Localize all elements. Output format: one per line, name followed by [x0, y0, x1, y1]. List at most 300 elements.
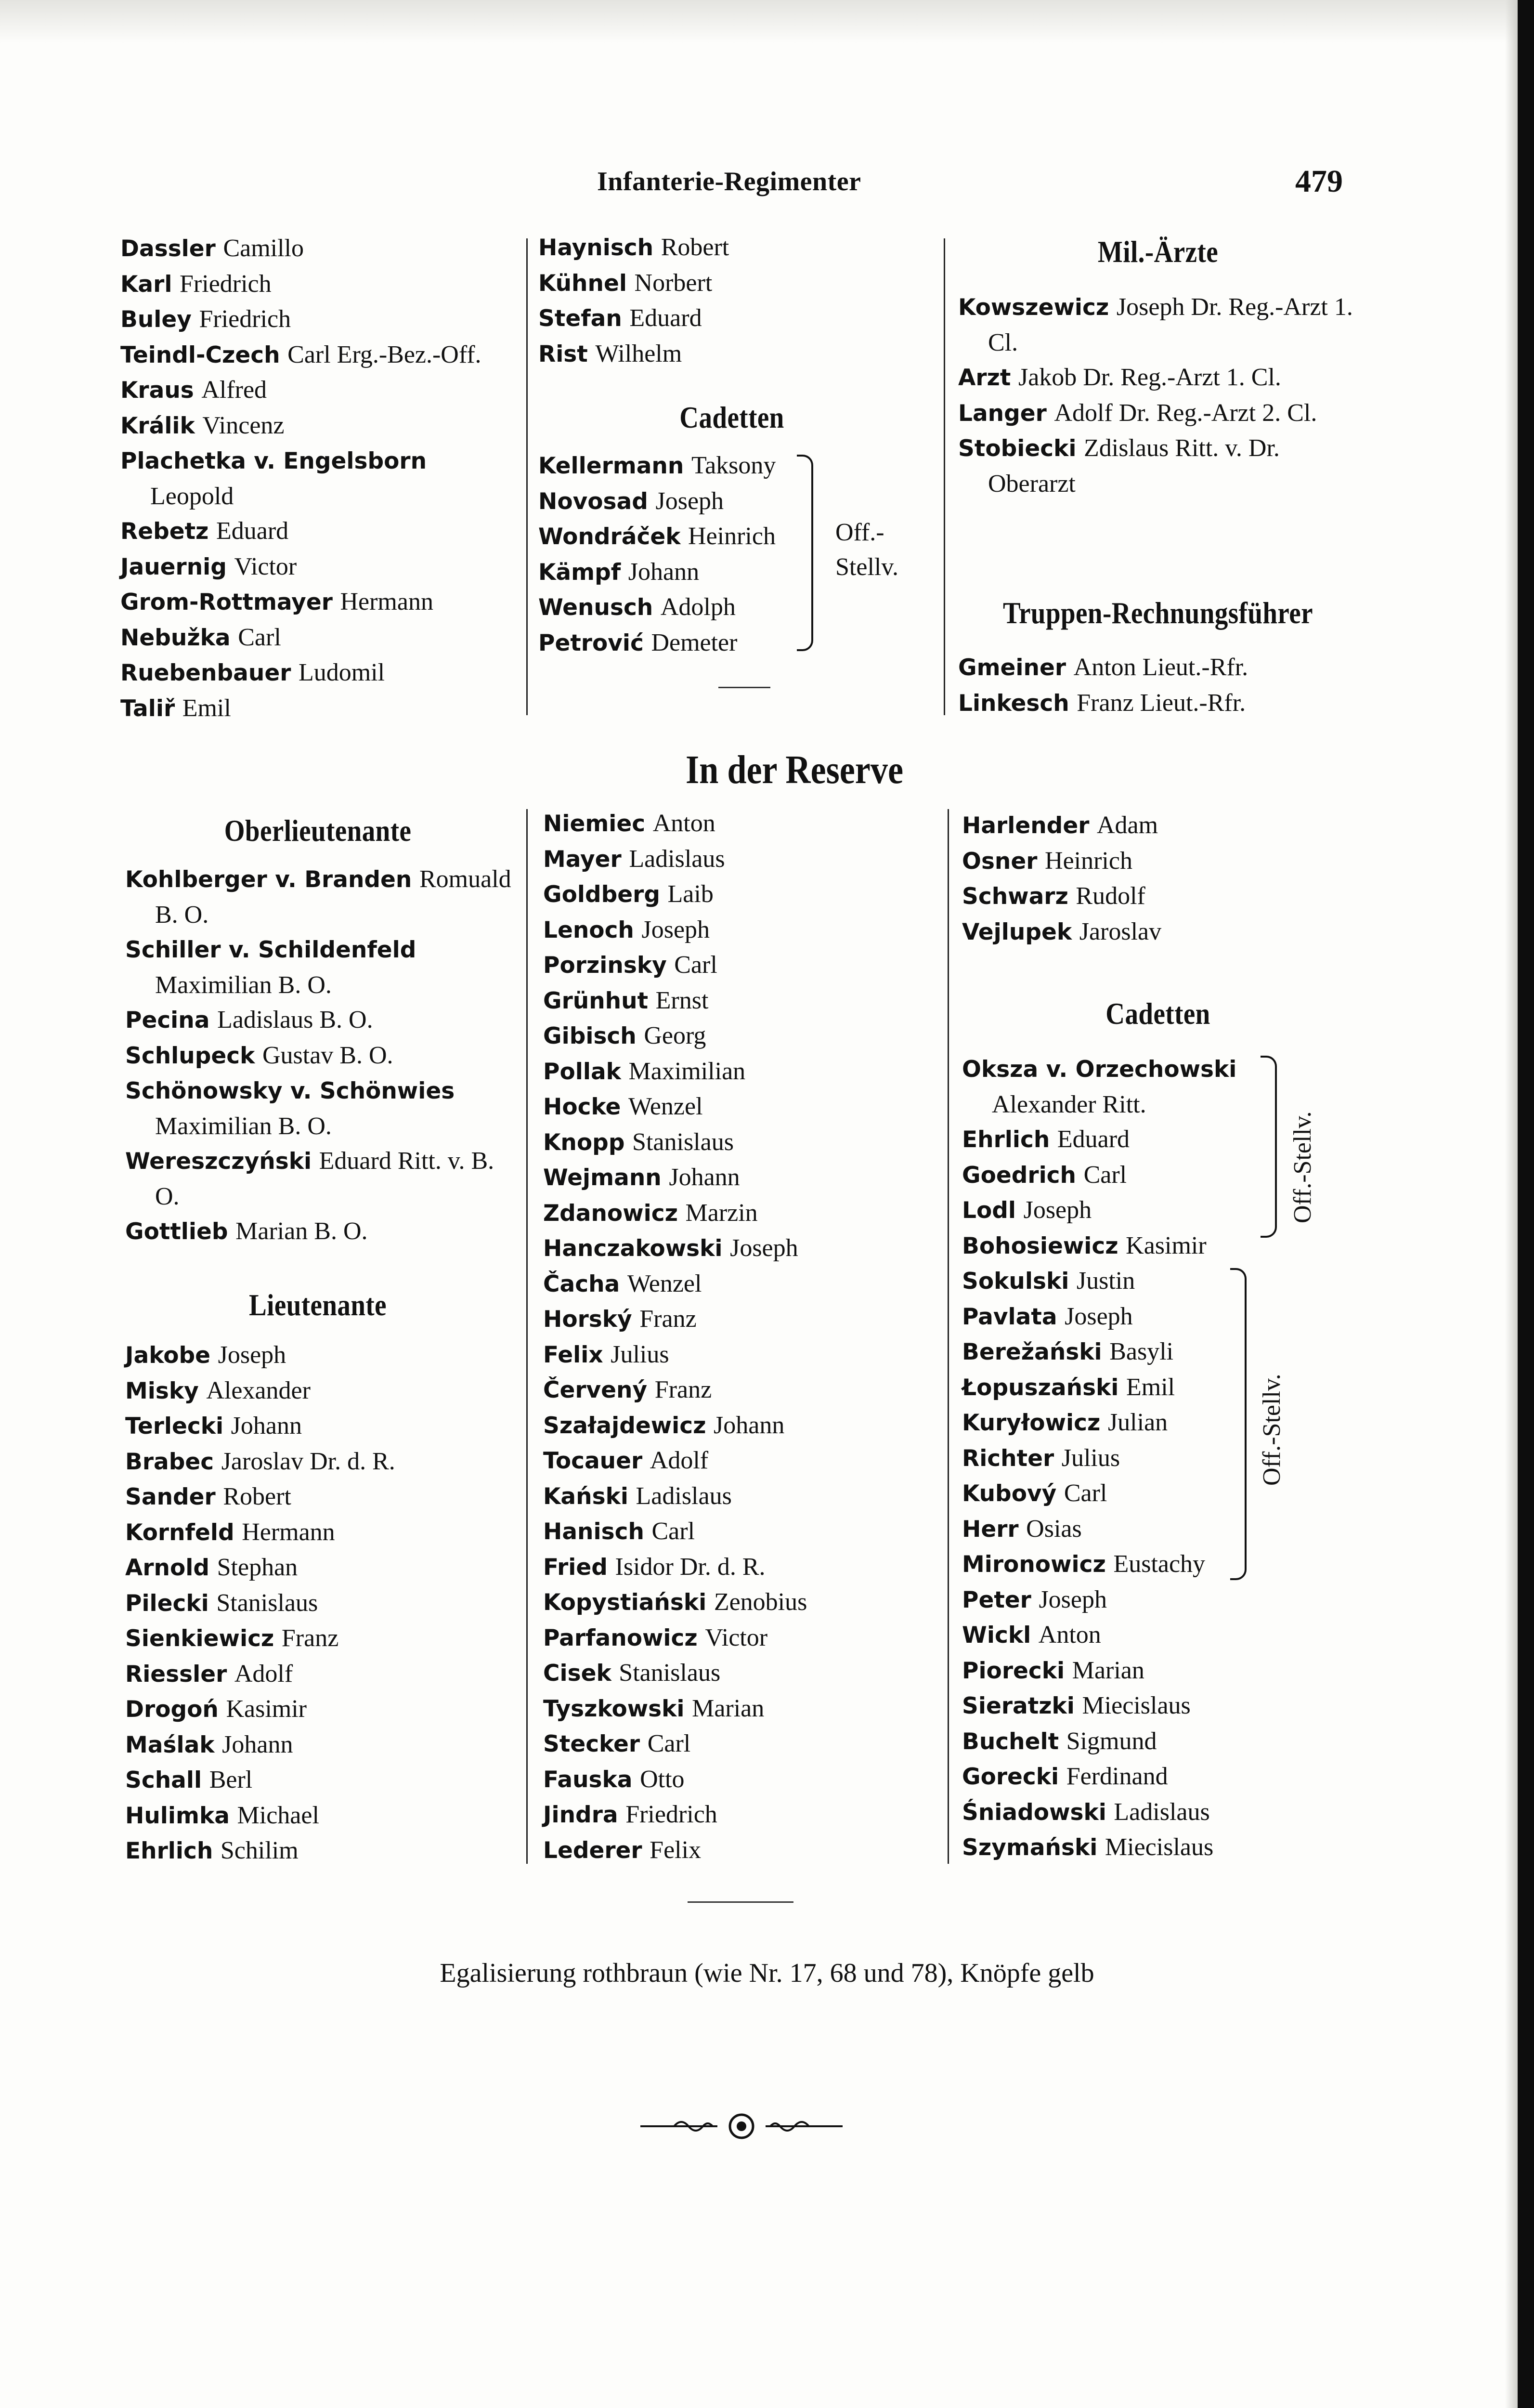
list-item: [543, 1408, 938, 1444]
list-item: [125, 1833, 520, 1869]
column-rule: [948, 809, 949, 1864]
list-item: [538, 230, 933, 266]
surname: Jindra: [543, 1802, 618, 1828]
list-item: [958, 650, 1358, 686]
surname: Rist: [538, 340, 588, 367]
officers-list-top: [120, 231, 515, 726]
given-name: Johann: [628, 558, 700, 586]
given-name: Friedrich: [180, 270, 272, 298]
surname: Novosad: [538, 488, 648, 515]
given-name: Ladislaus: [629, 845, 725, 873]
given-name: Adam: [1096, 811, 1158, 839]
surname: Ehrlich: [125, 1838, 213, 1864]
given-name: Romuald B. O.: [155, 865, 511, 929]
list-item: [543, 1267, 938, 1302]
list-item: [125, 1444, 520, 1480]
bracket-label: Off.-Stellv.: [1289, 1111, 1316, 1223]
surname: Buchelt: [962, 1728, 1059, 1755]
list-item: [120, 620, 515, 656]
surname: Felix: [543, 1341, 603, 1368]
surname: Wickl: [962, 1622, 1031, 1649]
list-item: [543, 1337, 938, 1373]
list-item: [125, 1550, 520, 1586]
surname: Stobiecki: [958, 435, 1077, 462]
surname: Ruebenbauer: [120, 660, 291, 686]
reserve-heading: In der Reserve: [685, 747, 904, 792]
surname: Schlupeck: [125, 1042, 255, 1069]
footer-note: Egalisierung rothbraun (wie Nr. 17, 68 und 78), Knöpfe gelb: [440, 1958, 1094, 1988]
given-name: Norbert: [634, 269, 713, 297]
given-name: Franz: [281, 1624, 339, 1652]
surname: Szałajdewicz: [543, 1412, 706, 1439]
given-name: Joseph Dr. Reg.-Arzt 1. Cl.: [988, 293, 1353, 356]
surname: Wereszczyński: [125, 1148, 312, 1175]
surname: Zdanowicz: [543, 1200, 678, 1227]
given-name: Carl: [647, 1730, 691, 1757]
given-name: Eustachy: [1113, 1550, 1206, 1578]
bracket-label: Off.-Stellv.: [1258, 1374, 1286, 1486]
given-name: Zenobius: [714, 1588, 807, 1616]
list-item: [543, 1514, 938, 1550]
list-item: [543, 1550, 938, 1585]
given-name: Adolf: [650, 1447, 709, 1474]
list-item: [962, 1299, 1261, 1335]
given-name: Adolf Dr. Reg.-Arzt 2. Cl.: [1054, 399, 1317, 427]
list-item: [543, 842, 938, 877]
oberlieutenante-heading: Oberlieutenante: [224, 813, 412, 848]
given-name: Stanislaus: [619, 1659, 721, 1687]
bracket: [797, 455, 813, 651]
given-name: Johann: [669, 1164, 740, 1191]
given-name: Eduard: [216, 517, 289, 545]
surname: Kowszewicz: [958, 294, 1109, 321]
given-name: Carl: [238, 623, 281, 651]
list-item: [962, 1335, 1261, 1370]
given-name: Hermann: [242, 1518, 335, 1546]
given-name: Robert: [661, 234, 729, 261]
list-item: [125, 1214, 520, 1250]
given-name: Franz: [654, 1376, 712, 1403]
list-item: [538, 301, 933, 337]
list-item: [543, 1231, 938, 1267]
list-item: [962, 1229, 1261, 1264]
list-item: [125, 1479, 520, 1515]
given-name: Franz: [639, 1305, 697, 1333]
section-divider: [688, 1901, 793, 1903]
list-item: [543, 1479, 938, 1515]
list-item: [543, 1196, 938, 1231]
surname: Ehrlich: [962, 1126, 1050, 1153]
given-name: Maximilian B. O.: [155, 971, 332, 999]
surname: Langer: [958, 400, 1047, 427]
given-name: Otto: [640, 1765, 685, 1793]
given-name: Ladislaus: [1114, 1798, 1210, 1826]
given-name: Felix: [650, 1836, 702, 1864]
surname: Kellermann: [538, 453, 684, 479]
surname: Vejlupek: [962, 918, 1072, 945]
given-name: Camillo: [223, 235, 304, 262]
surname: Schiller v. Schildenfeld: [125, 937, 416, 963]
mil-aerzte-heading: Mil.-Ärzte: [1097, 235, 1219, 269]
given-name: Joseph: [730, 1234, 798, 1262]
given-name: Ladislaus: [636, 1482, 732, 1510]
list-item: [125, 932, 520, 1003]
surname: Hocke: [543, 1094, 621, 1120]
list-item: [962, 1653, 1261, 1689]
given-name: Anton Lieut.-Rfr.: [1073, 654, 1248, 681]
surname: Riessler: [125, 1661, 227, 1688]
given-name: Adolf: [234, 1660, 293, 1688]
given-name: Stanislaus: [216, 1589, 318, 1617]
list-item: [120, 231, 515, 267]
given-name: Heinrich: [688, 523, 776, 550]
given-name: Jakob Dr. Reg.-Arzt 1. Cl.: [1018, 364, 1281, 391]
list-item: [543, 806, 938, 842]
list-item: [543, 1585, 938, 1621]
list-item: [958, 431, 1358, 501]
given-name: Eduard: [629, 304, 702, 332]
surname: Grünhut: [543, 987, 649, 1014]
surname: Śniadowski: [962, 1799, 1106, 1826]
list-item: [543, 1833, 938, 1869]
list-item: [962, 808, 1357, 844]
list-item: [962, 1193, 1261, 1229]
surname: Łopuszański: [962, 1374, 1119, 1401]
list-item: [125, 1038, 520, 1074]
given-name: Anton: [652, 810, 715, 837]
surname: Červený: [543, 1377, 648, 1403]
list-item: [120, 267, 515, 302]
surname: Haynisch: [538, 235, 654, 261]
surname: Schönowsky v. Schönwies: [125, 1078, 455, 1104]
list-item: [962, 1618, 1261, 1653]
surname: Králik: [120, 412, 195, 439]
list-item: [962, 1264, 1261, 1299]
bracket: [1261, 1056, 1277, 1238]
list-item: [538, 555, 827, 590]
surname: Rebetz: [120, 518, 209, 545]
surname: Harlender: [962, 812, 1090, 839]
running-header: [0, 166, 1534, 205]
cadetten-reserve-heading: Cadetten: [1105, 996, 1210, 1031]
list-item: [962, 1583, 1261, 1618]
list-item: [538, 484, 827, 520]
surname: Petrović: [538, 629, 644, 656]
given-name: Jaroslav Dr. d. R.: [221, 1447, 395, 1475]
list-item: [125, 862, 520, 932]
list-item: [120, 691, 515, 727]
list-item: [120, 338, 515, 373]
surname: Wondráček: [538, 523, 681, 550]
given-name: Victor: [234, 552, 297, 580]
list-item: [543, 1443, 938, 1479]
truppen-rf-list: [958, 650, 1358, 721]
given-name: Friedrich: [625, 1801, 717, 1828]
given-name: Gustav B. O.: [262, 1041, 393, 1069]
page-edge-shadow: [0, 0, 1534, 43]
surname: Wenusch: [538, 594, 653, 621]
surname: Kornfeld: [125, 1519, 234, 1546]
mil-aerzte-list: [958, 290, 1358, 501]
list-item: [962, 1512, 1261, 1547]
given-name: Julius: [1061, 1444, 1120, 1472]
given-name: Isidor Dr. d. R.: [615, 1553, 766, 1581]
given-name: Demeter: [651, 628, 738, 656]
list-item: [538, 448, 827, 484]
given-name: Justin: [1076, 1267, 1135, 1295]
given-name: Julian: [1107, 1409, 1168, 1436]
given-name: Maximilian: [628, 1057, 746, 1085]
list-item: [543, 948, 938, 983]
truppen-rf-heading: Truppen-Rechnungsführer: [1003, 596, 1313, 630]
list-item: [962, 1759, 1261, 1795]
surname: Pilecki: [125, 1590, 209, 1617]
list-item: [962, 879, 1357, 915]
surname: Arzt: [958, 365, 1011, 391]
section-divider: [718, 687, 770, 688]
given-name: Berl: [209, 1766, 253, 1793]
list-item: [125, 1586, 520, 1622]
surname: Kämpf: [538, 559, 621, 586]
given-name: Marian: [1072, 1656, 1144, 1684]
list-item: [125, 1338, 520, 1374]
list-item: [962, 1370, 1261, 1406]
given-name: Alexander: [206, 1376, 311, 1404]
surname: Hanczakowski: [543, 1235, 723, 1262]
list-item: [962, 1158, 1261, 1193]
surname: Dassler: [120, 236, 216, 262]
given-name: Taksony: [691, 452, 776, 479]
list-item: [962, 1052, 1261, 1122]
given-name: Adolph: [660, 593, 736, 621]
surname: Fried: [543, 1554, 608, 1581]
list-item: [125, 1621, 520, 1657]
surname: Pavlata: [962, 1303, 1057, 1330]
surname: Sander: [125, 1484, 216, 1510]
surname: Berežański: [962, 1339, 1102, 1365]
given-name: Kasimir: [226, 1695, 307, 1723]
surname: Schwarz: [962, 883, 1068, 910]
cadetten-heading: Cadetten: [679, 400, 784, 434]
given-name: Vincenz: [202, 411, 285, 439]
surname: Kühnel: [538, 270, 627, 297]
given-name: Carl: [1083, 1161, 1127, 1189]
list-item: [962, 1795, 1261, 1831]
surname: Wejmann: [543, 1165, 662, 1191]
surname: Kohlberger v. Branden: [125, 866, 412, 893]
surname: Niemiec: [543, 811, 646, 837]
given-name: Joseph: [1065, 1302, 1133, 1330]
list-item: [962, 1405, 1261, 1441]
given-name: Basyli: [1109, 1338, 1174, 1365]
list-item: [543, 1691, 938, 1727]
list-item: [125, 1798, 520, 1834]
oberlieutenante-list: [125, 862, 520, 1250]
surname: Knopp: [543, 1129, 625, 1156]
given-name: Franz Lieut.-Rfr.: [1077, 689, 1246, 717]
given-name: Carl: [1064, 1479, 1107, 1507]
list-item: [962, 1441, 1261, 1477]
surname: Jauernig: [120, 553, 227, 580]
surname: Plachetka v. Engelsborn: [120, 448, 427, 474]
surname: Parfanowicz: [543, 1624, 698, 1651]
surname: Lederer: [543, 1837, 642, 1864]
list-item: [543, 1727, 938, 1762]
given-name: Carl Erg.-Bez.-Off.: [287, 340, 481, 368]
list-item: [543, 1656, 938, 1691]
surname: Brabec: [125, 1448, 214, 1475]
list-item: [120, 514, 515, 550]
given-name: Zdislaus Ritt. v. Dr. Oberarzt: [988, 434, 1280, 497]
surname: Bohosiewicz: [962, 1232, 1118, 1259]
list-item: [538, 519, 827, 555]
reserve-list: [543, 806, 938, 1868]
given-name: Ernst: [655, 986, 709, 1014]
surname: Stecker: [543, 1731, 640, 1757]
given-name: Schilim: [220, 1837, 299, 1864]
given-name: Joseph: [218, 1341, 286, 1369]
surname: Terlecki: [125, 1413, 224, 1440]
surname: Pollak: [543, 1058, 621, 1085]
given-name: Emil: [182, 694, 231, 722]
surname: Porzinsky: [543, 952, 667, 979]
surname: Nebužka: [120, 624, 231, 651]
list-item: [543, 1621, 938, 1656]
ornament-icon: [640, 2112, 843, 2141]
given-name: Johann: [714, 1411, 785, 1439]
scan-border: [1518, 0, 1534, 2408]
page-edge-shadow: [1505, 0, 1518, 2408]
list-item: [962, 1724, 1261, 1760]
surname: Gibisch: [543, 1023, 637, 1049]
given-name: Jaroslav: [1079, 917, 1162, 945]
surname: Szymański: [962, 1834, 1098, 1861]
list-item: [125, 1409, 520, 1444]
given-name: Emil: [1126, 1373, 1175, 1401]
list-item: [120, 585, 515, 620]
list-item: [543, 1019, 938, 1054]
given-name: Wilhelm: [595, 340, 682, 367]
surname: Fauska: [543, 1766, 633, 1793]
surname: Maślak: [125, 1731, 215, 1758]
page-number: 479: [1295, 164, 1343, 199]
given-name: Wenzel: [627, 1269, 702, 1297]
surname: Arnold: [125, 1555, 210, 1581]
surname: Karl: [120, 271, 172, 298]
given-name: Carl: [674, 951, 717, 979]
surname: Gorecki: [962, 1764, 1059, 1790]
list-item: [543, 1054, 938, 1090]
surname: Peter: [962, 1586, 1031, 1613]
given-name: Johann: [231, 1412, 302, 1440]
list-item: [543, 1373, 938, 1408]
list-item: [543, 913, 938, 948]
given-name: Robert: [223, 1483, 291, 1510]
given-name: Marzin: [685, 1199, 758, 1227]
list-item: [120, 655, 515, 691]
given-name: Osias: [1026, 1515, 1082, 1543]
given-name: Eduard Ritt. v. B. O.: [155, 1147, 494, 1210]
given-name: Victor: [705, 1623, 768, 1651]
given-name: Marian: [692, 1694, 765, 1722]
given-name: Michael: [237, 1801, 319, 1829]
surname: Misky: [125, 1377, 199, 1404]
surname: Sienkiewicz: [125, 1625, 274, 1652]
surname: Linkesch: [958, 690, 1069, 717]
given-name: Alfred: [201, 376, 267, 404]
given-name: Friedrich: [199, 305, 291, 333]
surname: Tocauer: [543, 1448, 643, 1474]
surname: Lodl: [962, 1197, 1016, 1224]
list-item: [543, 1797, 938, 1833]
column-rule: [944, 238, 945, 715]
list-item: [125, 1763, 520, 1798]
list-item: [120, 302, 515, 338]
given-name: Joseph: [655, 487, 724, 515]
surname: Gmeiner: [958, 654, 1066, 681]
list-item: [538, 337, 933, 372]
surname: Kański: [543, 1483, 628, 1510]
given-name: Georg: [644, 1022, 706, 1049]
given-name: Kasimir: [1126, 1231, 1207, 1259]
given-name: Julius: [611, 1340, 669, 1368]
list-item: [538, 266, 933, 301]
list-item: [125, 1073, 520, 1144]
surname: Mironowicz: [962, 1551, 1106, 1578]
surname: Kopystiański: [543, 1589, 707, 1616]
surname: Buley: [120, 306, 192, 333]
given-name: Anton: [1038, 1621, 1101, 1649]
list-item: [120, 408, 515, 444]
list-item: [958, 686, 1358, 721]
surname: Goedrich: [962, 1162, 1076, 1189]
column-rule: [526, 238, 528, 715]
surname: Richter: [962, 1445, 1054, 1472]
list-item: [543, 1762, 938, 1798]
surname: Herr: [962, 1516, 1019, 1543]
given-name: Hermann: [340, 588, 433, 615]
list-item: [125, 1657, 520, 1692]
surname: Hanisch: [543, 1518, 644, 1545]
given-name: Stanislaus: [632, 1128, 734, 1156]
list-item: [958, 290, 1358, 360]
surname: Kubový: [962, 1480, 1057, 1507]
list-item: [962, 1476, 1261, 1512]
surname: Kraus: [120, 377, 194, 404]
reserve-list-3: [962, 808, 1357, 950]
list-item: [538, 626, 827, 661]
list-item: [543, 1160, 938, 1196]
list-item: [120, 550, 515, 585]
list-item: [962, 1547, 1261, 1583]
surname: Lenoch: [543, 916, 634, 943]
given-name: Maximilian B. O.: [155, 1112, 332, 1140]
given-name: Ludomil: [298, 659, 385, 686]
given-name: Laib: [667, 880, 714, 908]
surname: Schall: [125, 1767, 202, 1793]
officers-list-top-2: [538, 230, 933, 372]
given-name: Ladislaus B. O.: [217, 1006, 373, 1034]
given-name: Eduard: [1057, 1125, 1130, 1153]
list-item: [962, 1122, 1261, 1158]
running-title: Infanterie-Regimenter: [597, 167, 861, 196]
given-name: Miecislaus: [1082, 1692, 1191, 1719]
surname: Sokulski: [962, 1268, 1069, 1295]
surname: Čacha: [543, 1270, 620, 1297]
given-name: Leopold: [150, 482, 234, 510]
surname: Grom-Rottmayer: [120, 589, 333, 615]
given-name: Heinrich: [1045, 847, 1132, 875]
